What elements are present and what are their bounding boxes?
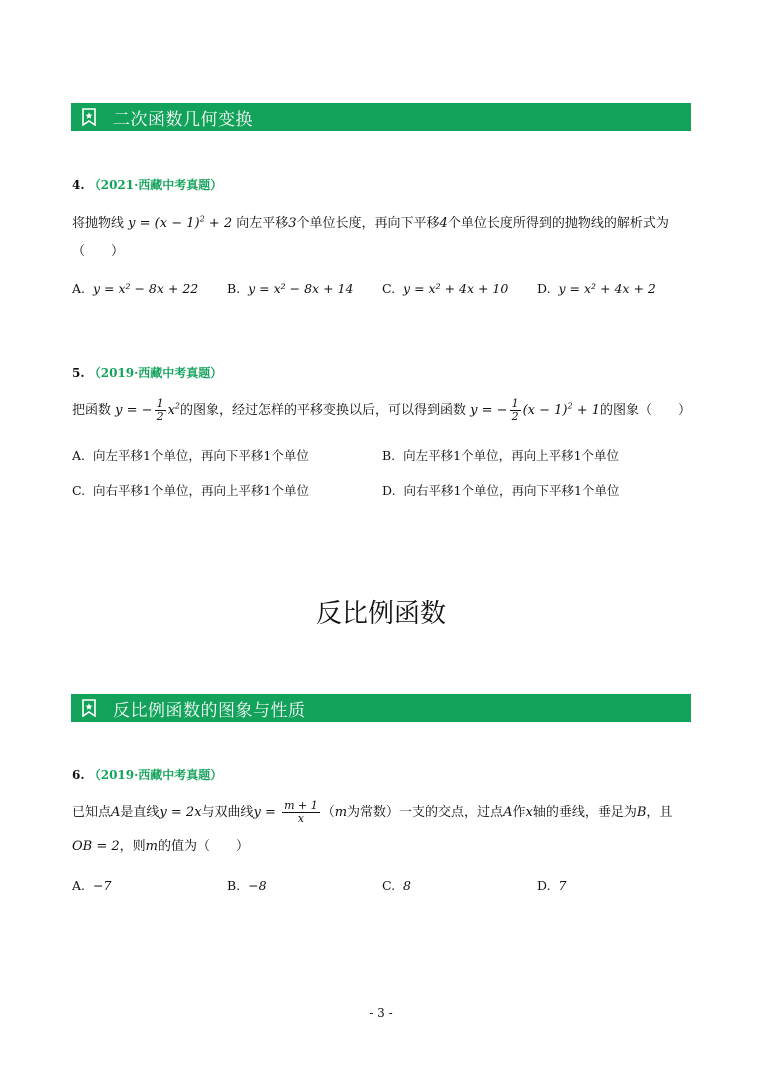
option-a[interactable]: A. −7 <box>72 878 112 893</box>
option-c[interactable]: C. y = x² + 4x + 10 <box>382 281 509 296</box>
math-expression: y = − $\frac{1}{2}$ $x^2$ <box>115 397 180 423</box>
question-stem <box>72 212 669 231</box>
bookmark-star-icon <box>81 694 101 722</box>
stem-text: ，且 <box>646 805 673 820</box>
math-var: m <box>334 805 348 820</box>
math-var: A <box>503 805 513 820</box>
stem-text: 的值为（ ） <box>157 839 249 854</box>
option-d[interactable]: D. y = x² + 4x + 2 <box>537 281 656 296</box>
question-header <box>72 176 222 193</box>
math-expression: OB = 2 <box>72 839 120 854</box>
bookmark-star-icon <box>81 103 101 131</box>
option-b[interactable]: B. −8 <box>227 878 267 893</box>
option-b[interactable]: B. 向左平移1个单位，再向上平移1个单位 <box>382 448 620 463</box>
math-number: 3 <box>288 216 297 231</box>
math-var: B <box>636 805 647 820</box>
stem-text: ，则 <box>119 839 146 854</box>
math-number: 4 <box>439 216 448 231</box>
question-number: 5. <box>72 366 85 380</box>
stem-text: 已知点 <box>72 805 112 820</box>
question-number: 4. <box>72 178 85 192</box>
stem-text: 的图象（ ） <box>600 403 692 418</box>
page-number: - 3 - <box>369 1006 393 1020</box>
option-a[interactable]: A. 向左平移1个单位，再向下平移1个单位 <box>72 448 309 463</box>
option-a[interactable]: A. y = x² − 8x + 22 <box>72 281 199 296</box>
option-c[interactable]: C. 8 <box>382 878 411 893</box>
section-banner <box>71 103 691 131</box>
math-var: A <box>111 805 121 820</box>
question-number: 6. <box>72 768 85 782</box>
question-source: （2021·西藏中考真题） <box>88 178 223 192</box>
question-header <box>72 766 222 783</box>
question-stem <box>72 398 691 423</box>
section-title: 二次函数几何变换 <box>113 109 253 130</box>
question-source: （2019·西藏中考真题） <box>88 366 223 380</box>
stem-text: 是直线 <box>120 805 160 820</box>
option-c[interactable]: C. 向右平移1个单位，再向上平移1个单位 <box>72 483 309 498</box>
option-d[interactable]: D. 7 <box>537 878 567 893</box>
stem-text: 将抛物线 <box>72 216 125 231</box>
math-var: m <box>145 839 158 854</box>
stem-text: 作 <box>512 805 526 820</box>
section-title: 反比例函数的图象与性质 <box>113 700 306 721</box>
math-var: x <box>525 805 533 820</box>
stem-text: 为常数）一支的交点，过点 <box>347 805 504 820</box>
section-banner <box>71 694 691 722</box>
stem-text: （ <box>321 805 335 820</box>
stem-text: 个单位长度，再向下平移 <box>296 216 440 231</box>
stem-text: 轴的垂线，垂足为 <box>532 805 637 820</box>
stem-text: 与双曲线 <box>201 805 254 820</box>
chapter-title: 反比例函数 <box>315 599 446 629</box>
question-header <box>72 364 222 381</box>
option-b[interactable]: B. y = x² − 8x + 14 <box>227 281 354 296</box>
answer-paren: （ ） <box>72 244 125 259</box>
stem-text: 个单位长度所得到的抛物线的解析式为 <box>447 216 669 231</box>
stem-text: 向左平移 <box>236 216 289 231</box>
question-source: （2019·西藏中考真题） <box>88 768 223 782</box>
math-expression: y = 2x <box>159 805 202 820</box>
stem-text: 的图象，经过怎样的平移变换以后，可以得到函数 <box>180 403 467 418</box>
math-expression: y = − $\frac{1}{2}$ $(x - 1)^2 + 1$ <box>470 397 600 423</box>
stem-text: 把函数 <box>72 403 112 418</box>
question-stem-line2 <box>72 835 249 854</box>
option-d[interactable]: D. 向右平移1个单位，再向下平移1个单位 <box>382 483 620 498</box>
math-expression: $y = (x - 1)^2 + 2$ <box>128 214 233 231</box>
math-expression: y = $\frac{m + 1}{x}$ <box>253 799 318 825</box>
question-stem <box>72 800 672 825</box>
